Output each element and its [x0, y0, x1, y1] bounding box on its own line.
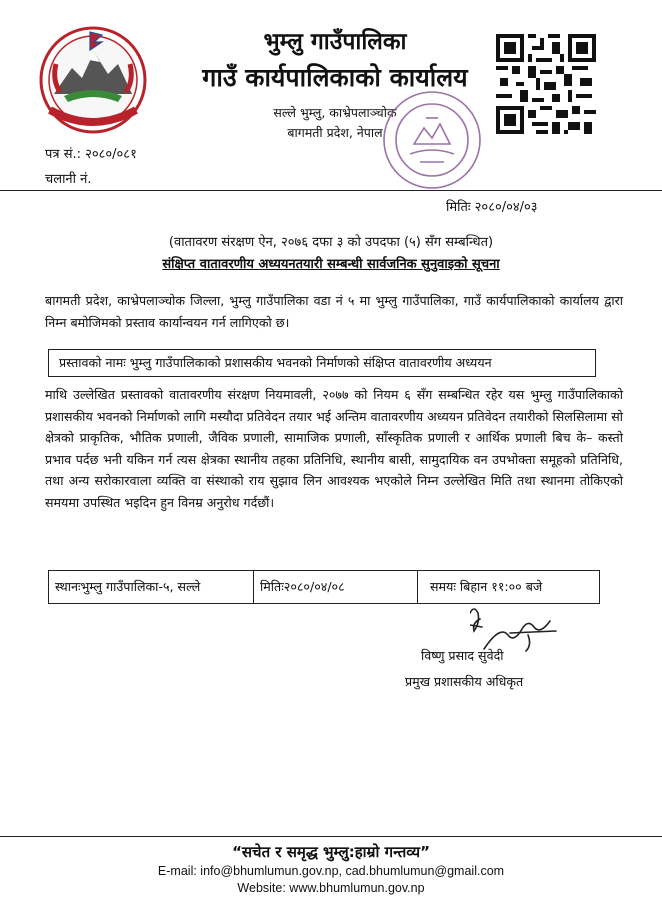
- footer-website: Website: www.bhumlumun.gov.np: [237, 881, 425, 895]
- venue-date: मितिः२०८०/०४/०८: [253, 571, 417, 603]
- header-divider: [0, 190, 662, 191]
- nepal-emblem-icon: [34, 22, 152, 134]
- address-line-2: बागमती प्रदेश, नेपाल: [287, 125, 383, 140]
- signatory-name: विष्णु प्रसाद सुवेदी: [421, 648, 504, 663]
- intro-paragraph: बागमती प्रदेश, काभ्रेपलाञ्चोक जिल्ला, भुम्लु गाउँपालिका वडा नं ५ मा भुम्लु गाउँपालिका, गाउँ कार्यपालिकाको कार्यालय द्वारा निम्न बमोजिमको प्रस्ताव कार्यान्वयन गर्न लागिएको छ।: [45, 293, 623, 330]
- dispatch-number: चलानी नं.: [45, 172, 92, 187]
- notice-title-text: संक्षिप्त वातावरणीय अध्ययनतयारी सम्बन्धी सार्वजनिक सुनुवाइको सूचना: [162, 257, 500, 272]
- footer-email: E-mail: info@bhumlumun.gov.np, cad.bhumlumun@gmail.com: [157, 864, 505, 878]
- letter-number: पत्र सं.: २०८०/०८१: [45, 147, 137, 162]
- venue-place: स्थानःभुम्लु गाउँपालिका-५, सल्ले: [55, 579, 201, 594]
- footer-divider: [0, 836, 662, 837]
- qr-code-icon: [496, 34, 596, 134]
- signatory-title: प्रमुख प्रशासकीय अधिकृत: [405, 674, 524, 689]
- municipality-name: भुम्लु गाउँपालिका: [263, 29, 407, 55]
- office-stamp-icon: [380, 88, 484, 192]
- body-paragraph: माथि उल्लेखित प्रस्तावको वातावरणीय संरक्षण नियमावली, २०७७ को नियम ६ सँग सम्बन्धित रहेर यस भुम्लु गाउँपालिकाको प्रशासकीय भवनको निर्माणको लागि मस्यौदा प्रतिवेदन तयार भई अन्तिम वातावरणीय अध्ययन प्रतिवेदन तयारीको सिलसिलामा सो क्षेत्रको प्राकृतिक, भौतिक प्रणाली, जैविक प्रणाली, सामाजिक प्रणाली, साँस्कृतिक प्रणाली र आर्थिक प्रणाली बिच के– कस्तो प्रभाव पर्दछ भनी यकिन गर्न त्यस क्षेत्रका स्थानीय तहका प्रतिनिधि, स्थानीय बासी, सामुदायिक वन उपभोक्ता समूहको प्रतिनिधि, तथा अन्य सरोकारवाला व्यक्ति वा संस्थाको राय सुझाव लिन आवश्यक भएकोले निम्न उल्लेखित मिति तथा स्थानमा तोकिएको समयमा उपस्थित भइदिन हुन विनम्र अनुरोध गर्दछौं।: [45, 387, 623, 510]
- venue-time: समयः बिहान ११:०० बजे: [417, 571, 599, 603]
- legal-basis: (वातावरण संरक्षण ऐन, २०७६ दफा ३ को उपदफा (५) सँग सम्बन्धित): [168, 235, 494, 250]
- address-line-1: सल्ले भुम्लु, काभ्रेपलाञ्चोक: [273, 105, 397, 120]
- proposal-box: प्रस्तावको नामः भुम्लु गाउँपालिकाको प्रशासकीय भवनको निर्माणको संक्षिप्त वातावरणीय अध्ययन: [48, 349, 596, 377]
- office-name: गाउँ कार्यपालिकाको कार्यालय: [202, 63, 468, 92]
- footer-motto: “सचेत र समृद्ध भुम्लु:हाम्रो गन्तव्य”: [232, 843, 430, 861]
- venue-table: [48, 570, 600, 604]
- notice-date: मितिः २०८०/०४/०३: [446, 200, 538, 215]
- notice-title: [40, 254, 622, 272]
